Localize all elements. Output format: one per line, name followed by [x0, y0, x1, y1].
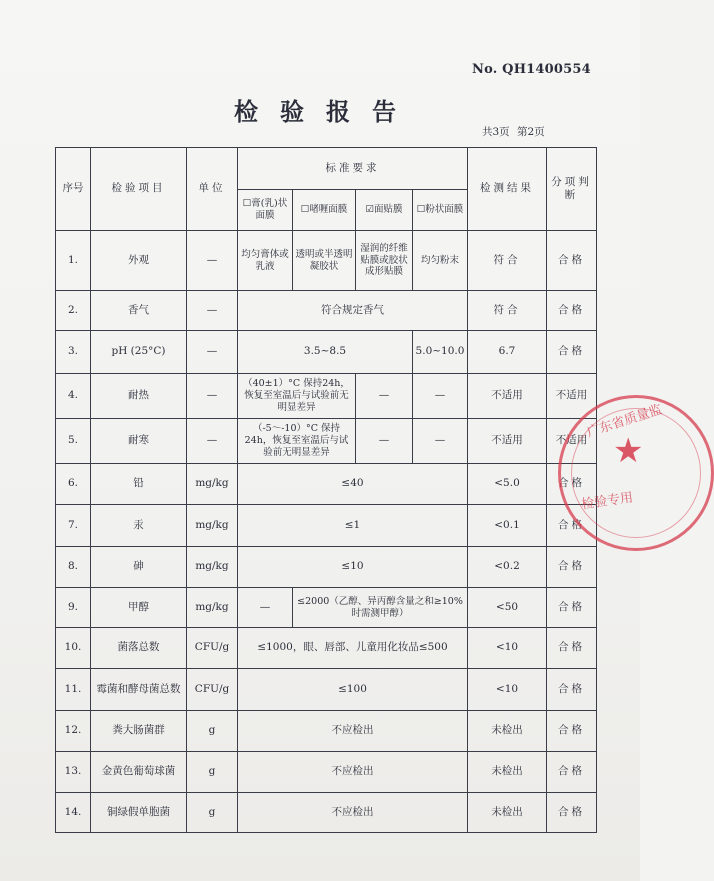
- row-seq: 13.: [56, 752, 91, 793]
- table-row: [56, 547, 597, 588]
- table-row: [56, 628, 597, 669]
- type-gel-mask: ☐啫喱面膜: [293, 190, 356, 231]
- row-standard: ≤1: [238, 505, 468, 547]
- row-judgement: 不适用: [547, 419, 597, 464]
- row-standard-powder: 5.0~10.0: [413, 331, 468, 374]
- row-standard: 不应检出: [238, 793, 468, 833]
- row-result: <0.2: [468, 547, 547, 588]
- row-result: 未检出: [468, 793, 547, 833]
- row-result: <5.0: [468, 464, 547, 505]
- row-item: 香气: [91, 291, 187, 331]
- row-unit: mg/kg: [187, 464, 238, 505]
- row-unit: g: [187, 793, 238, 833]
- row-seq: 14.: [56, 793, 91, 833]
- row-result: <10: [468, 628, 547, 669]
- seal-text-bottom: 检验专用: [580, 490, 635, 513]
- row-unit: —: [187, 331, 238, 374]
- row-seq: 5.: [56, 419, 91, 464]
- header-standard: 标准要求: [238, 148, 468, 190]
- row-unit: —: [187, 291, 238, 331]
- row-seq: 12.: [56, 711, 91, 752]
- header-judgement: 分项判断: [547, 148, 597, 231]
- row-item: 汞: [91, 505, 187, 547]
- row-seq: 4.: [56, 374, 91, 419]
- table-row: [56, 793, 597, 833]
- row-standard: ≤1000，眼、唇部、儿童用化妆品≤500: [238, 628, 468, 669]
- table-row: [56, 464, 597, 505]
- total-pages: 共3页: [482, 126, 510, 138]
- row-standard: 不应检出: [238, 711, 468, 752]
- inspection-table: [55, 147, 597, 833]
- row-standard-cream: —: [238, 588, 293, 628]
- row-judgement: 合格: [547, 231, 597, 291]
- table-row: [56, 331, 597, 374]
- row-result: <0.1: [468, 505, 547, 547]
- row-unit: —: [187, 231, 238, 291]
- table-row: [56, 419, 597, 464]
- row-judgement: 合格: [547, 793, 597, 833]
- row-standard-powder: 均匀粉末: [413, 231, 468, 291]
- row-unit: mg/kg: [187, 547, 238, 588]
- row-judgement: 合格: [547, 752, 597, 793]
- type-cream-mask: ☐膏(乳)状面膜: [238, 190, 293, 231]
- row-item: 铜绿假单胞菌: [91, 793, 187, 833]
- row-item: 金黄色葡萄球菌: [91, 752, 187, 793]
- row-standard-sheet: 湿润的纤维贴膜或胶状成形贴膜: [356, 231, 413, 291]
- row-seq: 1.: [56, 231, 91, 291]
- row-result: 未检出: [468, 711, 547, 752]
- seal-star-icon: ★: [613, 431, 644, 471]
- row-item: 甲醇: [91, 588, 187, 628]
- row-unit: mg/kg: [187, 505, 238, 547]
- row-judgement: 合格: [547, 547, 597, 588]
- table-row: [56, 231, 597, 291]
- row-standard: （40±1）°C 保持24h，恢复至室温后与试验前无明显差异: [238, 374, 356, 419]
- table-row: [56, 752, 597, 793]
- row-item: 砷: [91, 547, 187, 588]
- row-standard: 3.5~8.5: [238, 331, 413, 374]
- row-item: 耐寒: [91, 419, 187, 464]
- row-standard: ≤40: [238, 464, 468, 505]
- row-item: 粪大肠菌群: [91, 711, 187, 752]
- row-seq: 2.: [56, 291, 91, 331]
- table-row: [56, 588, 597, 628]
- header-result: 检测结果: [468, 148, 547, 231]
- row-result: 符合: [468, 291, 547, 331]
- row-standard-gel: 透明或半透明凝胶状: [293, 231, 356, 291]
- row-seq: 6.: [56, 464, 91, 505]
- row-seq: 10.: [56, 628, 91, 669]
- row-unit: mg/kg: [187, 588, 238, 628]
- table-row: [56, 291, 597, 331]
- row-seq: 8.: [56, 547, 91, 588]
- row-judgement: 合格: [547, 505, 597, 547]
- row-result: 不适用: [468, 419, 547, 464]
- row-seq: 7.: [56, 505, 91, 547]
- current-page: 第2页: [517, 126, 545, 138]
- row-seq: 9.: [56, 588, 91, 628]
- row-result: 符合: [468, 231, 547, 291]
- row-unit: —: [187, 374, 238, 419]
- seal-text-top: 广东省质量监: [585, 402, 665, 441]
- row-result: <50: [468, 588, 547, 628]
- row-item: 耐热: [91, 374, 187, 419]
- row-item: 外观: [91, 231, 187, 291]
- row-standard: 符合规定香气: [238, 291, 468, 331]
- row-judgement: 不适用: [547, 374, 597, 419]
- row-judgement: 合格: [547, 711, 597, 752]
- table-row: [56, 374, 597, 419]
- table-row: [56, 669, 597, 711]
- row-standard: 不应检出: [238, 752, 468, 793]
- row-unit: g: [187, 752, 238, 793]
- row-judgement: 合格: [547, 331, 597, 374]
- row-standard: （-5～-10）°C 保持24h，恢复至室温后与试验前无明显差异: [238, 419, 356, 464]
- row-result: 6.7: [468, 331, 547, 374]
- row-item: 铅: [91, 464, 187, 505]
- row-judgement: 合格: [547, 669, 597, 711]
- row-standard-powder: —: [413, 374, 468, 419]
- page-info: [480, 124, 547, 139]
- row-item: 霉菌和酵母菌总数: [91, 669, 187, 711]
- row-standard-sheet: —: [356, 374, 413, 419]
- table-row: [56, 711, 597, 752]
- row-result: 不适用: [468, 374, 547, 419]
- row-standard-cream: 均匀膏体或乳液: [238, 231, 293, 291]
- row-judgement: 合格: [547, 464, 597, 505]
- table-row: [56, 505, 597, 547]
- header-unit: 单位: [187, 148, 238, 231]
- row-standard-sheet: —: [356, 419, 413, 464]
- page-title: 检验报告: [234, 97, 418, 126]
- row-result: 未检出: [468, 752, 547, 793]
- row-result: <10: [468, 669, 547, 711]
- row-standard: ≤10: [238, 547, 468, 588]
- row-judgement: 合格: [547, 628, 597, 669]
- row-standard-powder: —: [413, 419, 468, 464]
- header-item: 检验项目: [91, 148, 187, 231]
- row-seq: 3.: [56, 331, 91, 374]
- row-unit: g: [187, 711, 238, 752]
- header-seq: 序号: [56, 148, 91, 231]
- row-standard: ≤100: [238, 669, 468, 711]
- row-unit: CFU/g: [187, 669, 238, 711]
- table-header-row: [56, 148, 597, 190]
- row-unit: CFU/g: [187, 628, 238, 669]
- type-sheet-mask: ☑面贴膜: [356, 190, 413, 231]
- row-unit: —: [187, 419, 238, 464]
- type-powder-mask: ☐粉状面膜: [413, 190, 468, 231]
- document-number: No. QH1400554: [472, 62, 591, 77]
- row-seq: 11.: [56, 669, 91, 711]
- row-judgement: 合格: [547, 588, 597, 628]
- row-standard: ≤2000（乙醇、异丙醇含量之和≥10%时需测甲醇）: [293, 588, 468, 628]
- row-judgement: 合格: [547, 291, 597, 331]
- row-item: 菌落总数: [91, 628, 187, 669]
- row-item: pH (25°C): [91, 331, 187, 374]
